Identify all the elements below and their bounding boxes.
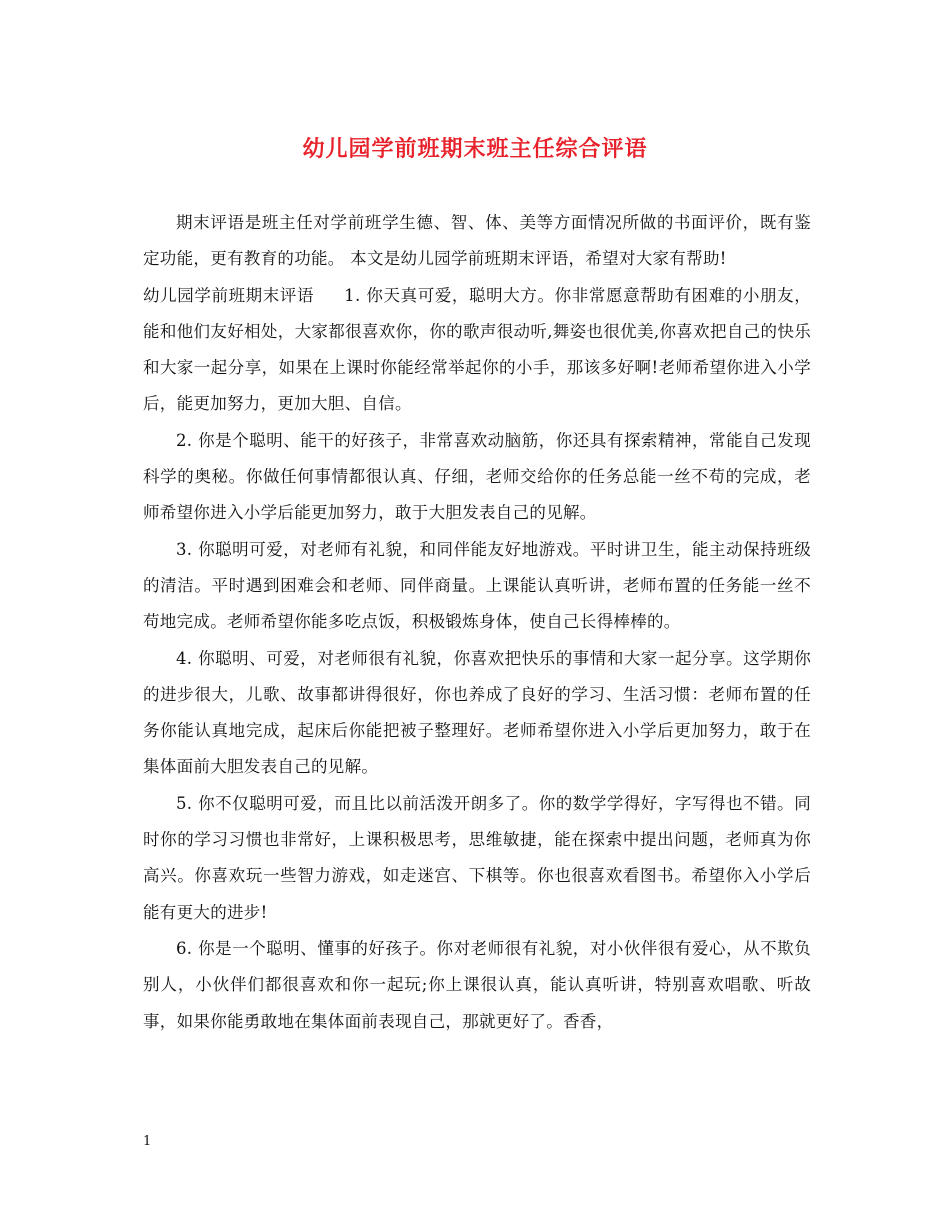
item-4-paragraph: 4. 你聪明、可爱，对老师很有礼貌，你喜欢把快乐的事情和大家一起分享。这学期你的进步很大，儿歌、故事都讲得很好，你也养成了良好的学习、生活习惯：老师布置的任务你能认真地完成，起床后你能把被子整理好。老师希望你进入小学后更加努力，敢于在集体面前大胆发表自己的见解。 xyxy=(143,648,811,777)
item-1-text: 1. 你天真可爱，聪明大方。你非常愿意帮助有困难的小朋友，能和他们友好相处，大家都很喜欢你，你的歌声很动听,舞姿也很优美,你喜欢把自己的快乐和大家一起分享，如果在上课时你能经常举起你的小手，那该多好啊!老师希望你进入小学后，能更加努力，更加大胆、自信。 xyxy=(143,285,812,414)
item-3-paragraph: 3. 你聪明可爱，对老师有礼貌，和同伴能友好地游戏。平时讲卫生，能主动保持班级的清洁。平时遇到困难会和老师、同伴商量。上课能认真听讲，老师布置的任务能一丝不苟地完成。老师希望你能多吃点饭，积极锻炼身体，使自己长得棒棒的。 xyxy=(143,539,811,632)
document-body xyxy=(143,205,811,1040)
item-2-paragraph: 2. 你是个聪明、能干的好孩子，非常喜欢动脑筋，你还具有探索精神，常能自己发现科学的奥秘。你做任何事情都很认真、仔细，老师交给你的任务总能一丝不苟的完成，老师希望你进入小学后能更加努力，敢于大胆发表自己的见解。 xyxy=(143,430,811,523)
intro-paragraph: 期末评语是班主任对学前班学生德、智、体、美等方面情况所做的书面评价，既有鉴定功能，更有教育的功能。 本文是幼儿园学前班期末评语，希望对大家有帮助! xyxy=(143,213,811,269)
first-item-paragraph xyxy=(143,278,811,423)
section-label: 幼儿园学前班期末评语 xyxy=(143,285,315,305)
item-6-paragraph: 6. 你是一个聪明、懂事的好孩子。你对老师很有礼貌，对小伙伴很有爱心，从不欺负别人，小伙伴们都很喜欢和你一起玩;你上课很认真，能认真听讲，特别喜欢唱歌、听故事，如果你能勇敢地在集体面前表现自己，那就更好了。香香， xyxy=(143,938,811,1031)
document-title: 幼儿园学前班期末班主任综合评语 xyxy=(302,136,648,162)
item-5-paragraph: 5. 你不仅聪明可爱，而且比以前活泼开朗多了。你的数学学得好，字写得也不错。同时你的学习习惯也非常好，上课积极思考，思维敏捷，能在探索中提出问题，老师真为你高兴。你喜欢玩一些智力游戏，如走迷宫、下棋等。你也很喜欢看图书。希望你入小学后能有更大的进步! xyxy=(143,793,811,922)
page-number: 1 xyxy=(143,1134,152,1149)
